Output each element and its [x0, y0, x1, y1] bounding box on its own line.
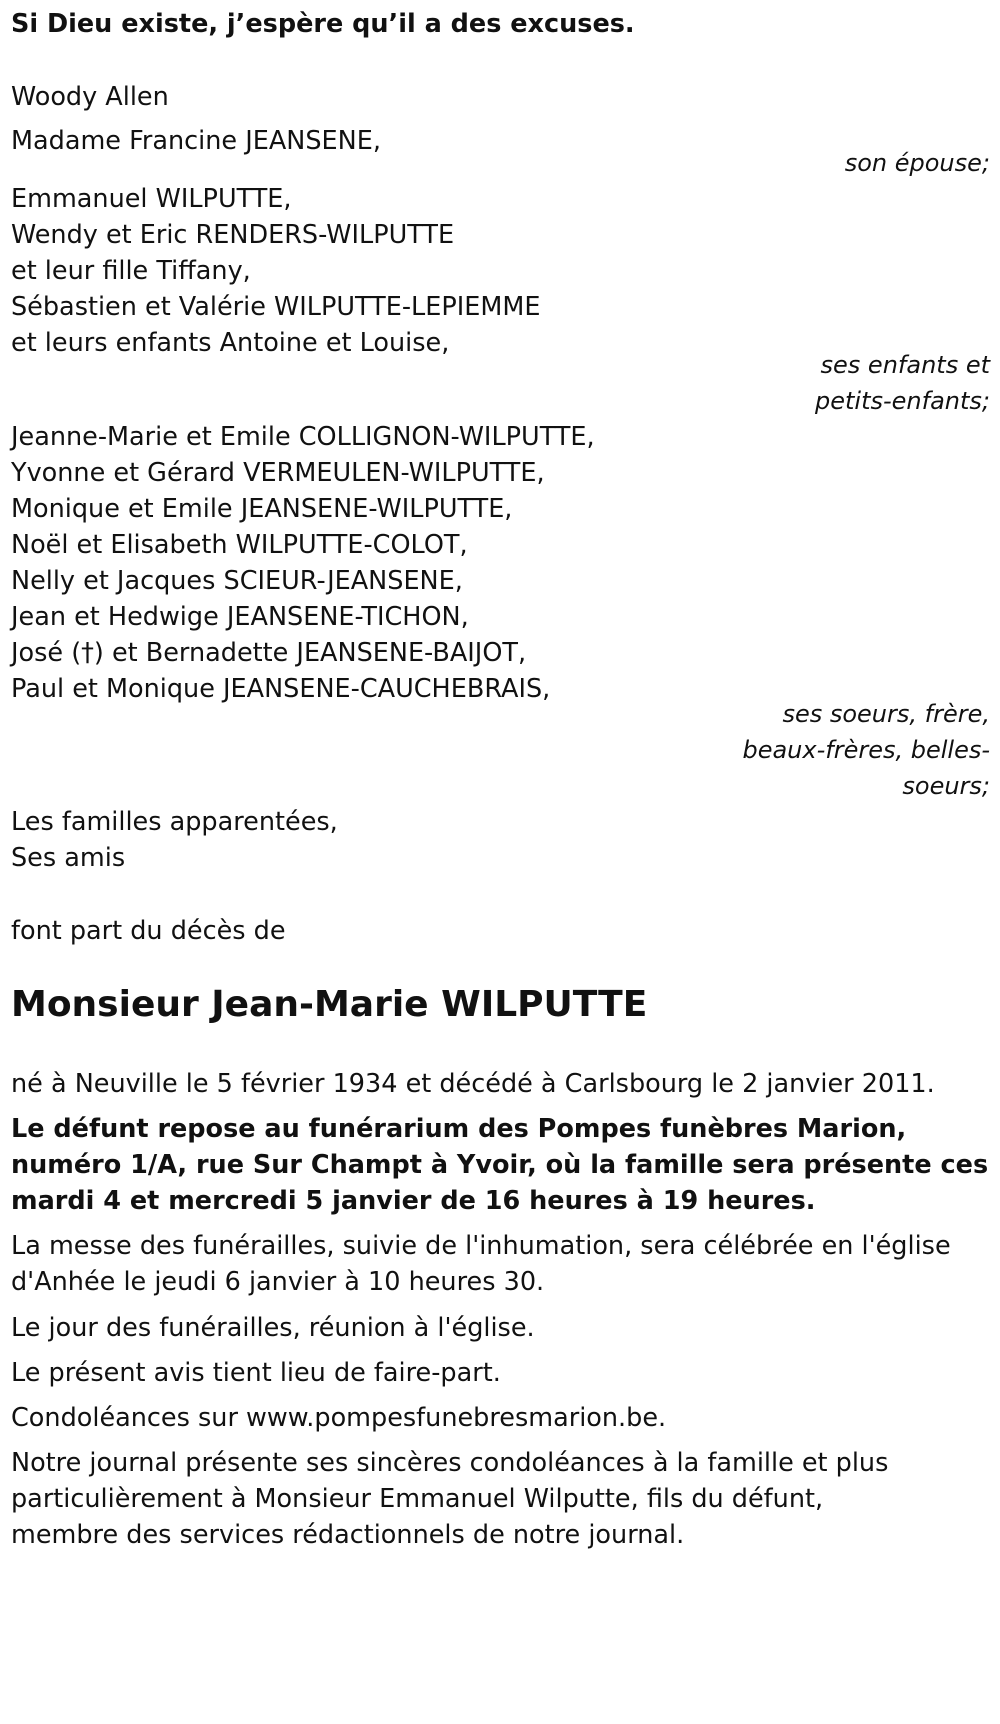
children-line: Wendy et Eric RENDERS-WILPUTTE — [11, 220, 455, 250]
meeting-line: Le jour des funérailles, réunion à l'église. — [11, 1313, 535, 1343]
notice-line: Le présent avis tient lieu de faire-part. — [11, 1358, 501, 1388]
mass-line: La messe des funérailles, suivie de l'inhumation, sera célébrée en l'église — [11, 1231, 951, 1261]
spouse-role: son épouse; — [844, 149, 990, 177]
mass-line: d'Anhée le jeudi 6 janvier à 10 heures 30. — [11, 1267, 545, 1297]
sibling-line: Yvonne et Gérard VERMEULEN-WILPUTTE, — [11, 458, 545, 488]
funerarium-line: numéro 1/A, rue Sur Champt à Yvoir, où la famille sera présente ces — [11, 1150, 989, 1180]
sibling-line: Jean et Hedwige JEANSENE-TICHON, — [11, 602, 469, 632]
sibling-line: Monique et Emile JEANSENE-WILPUTTE, — [11, 494, 513, 524]
announcement: font part du décès de — [11, 916, 286, 946]
condolences-line: Condoléances sur www.pompesfunebresmarion.be. — [11, 1403, 667, 1433]
deceased-name: Monsieur Jean-Marie WILPUTTE — [11, 984, 648, 1025]
newspaper-line: membre des services rédactionnels de notre journal. — [11, 1520, 685, 1550]
sibling-line: Noël et Elisabeth WILPUTTE-COLOT, — [11, 530, 468, 560]
sibling-line: Paul et Monique JEANSENE-CAUCHEBRAIS, — [11, 674, 551, 704]
others-line: Ses amis — [11, 843, 126, 873]
siblings-role: ses soeurs, frère, — [782, 700, 990, 728]
quote-text: Si Dieu existe, j’espère qu’il a des excuses. — [11, 9, 635, 39]
children-line: Emmanuel WILPUTTE, — [11, 184, 292, 214]
children-line: et leur fille Tiffany, — [11, 256, 251, 286]
children-role: ses enfants et — [820, 351, 990, 379]
others-line: Les familles apparentées, — [11, 807, 338, 837]
funerarium-line: mardi 4 et mercredi 5 janvier de 16 heures à 19 heures. — [11, 1186, 816, 1216]
newspaper-line: Notre journal présente ses sincères condoléances à la famille et plus — [11, 1448, 889, 1478]
spouse-line: Madame Francine JEANSENE, — [11, 126, 381, 156]
quote-author: Woody Allen — [11, 82, 169, 112]
children-role: petits-enfants; — [815, 387, 990, 415]
birth-death: né à Neuville le 5 février 1934 et décédé à Carlsbourg le 2 janvier 2011. — [11, 1069, 935, 1099]
sibling-line: Jeanne-Marie et Emile COLLIGNON-WILPUTTE, — [11, 422, 595, 452]
newspaper-line: particulièrement à Monsieur Emmanuel Wilputte, fils du défunt, — [11, 1484, 824, 1514]
sibling-line: José (†) et Bernadette JEANSENE-BAIJOT, — [11, 638, 527, 668]
sibling-line: Nelly et Jacques SCIEUR-JEANSENE, — [11, 566, 463, 596]
children-line: Sébastien et Valérie WILPUTTE-LEPIEMME — [11, 292, 541, 322]
siblings-role: soeurs; — [902, 772, 990, 800]
children-line: et leurs enfants Antoine et Louise, — [11, 328, 450, 358]
siblings-role: beaux-frères, belles- — [742, 736, 990, 764]
funerarium-line: Le défunt repose au funérarium des Pompes funèbres Marion, — [11, 1114, 907, 1144]
